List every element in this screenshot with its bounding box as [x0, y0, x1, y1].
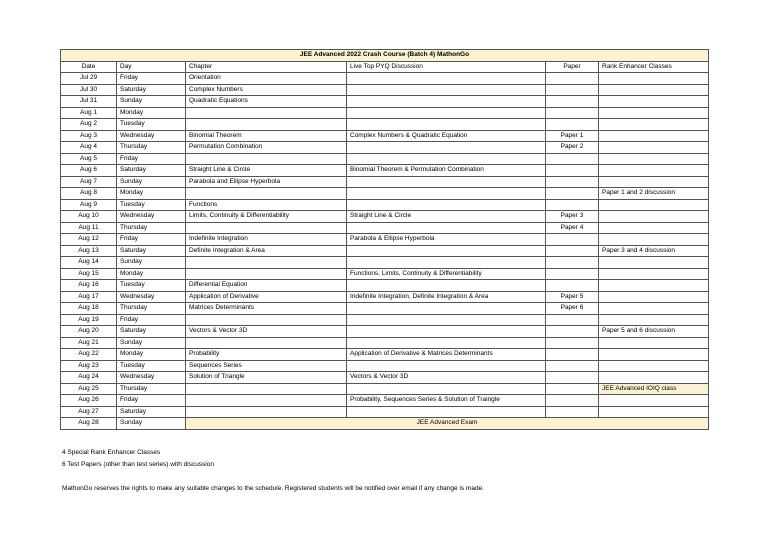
- cell-paper: [546, 73, 599, 85]
- cell-date: Aug 10: [61, 211, 117, 223]
- cell-day: Thursday: [117, 222, 186, 234]
- table-row: [61, 372, 709, 384]
- cell-paper: [546, 395, 599, 407]
- cell-pyq: [347, 303, 546, 315]
- cell-paper: Paper 6: [546, 303, 599, 315]
- cell-date: Aug 11: [61, 222, 117, 234]
- cell-chapter: Probability: [186, 349, 347, 361]
- cell-day: Thursday: [117, 303, 186, 315]
- cell-chapter: [186, 153, 347, 165]
- cell-date: Aug 4: [61, 142, 117, 154]
- title-row: [61, 50, 709, 62]
- schedule-title: JEE Advanced 2022 Crash Course (Batch 4) MathonGo: [61, 50, 709, 62]
- cell-paper: [546, 337, 599, 349]
- table-row: [61, 84, 709, 96]
- note-rank-classes: 4 Special Rank Enhancer Classes: [62, 449, 161, 456]
- table-row: [61, 176, 709, 188]
- cell-chapter: Differential Equation: [186, 280, 347, 292]
- table-row: [61, 280, 709, 292]
- cell-rank: [599, 199, 709, 211]
- table-row: [61, 234, 709, 246]
- cell-chapter: [186, 395, 347, 407]
- cell-rank: [599, 165, 709, 177]
- table-row: [61, 360, 709, 372]
- cell-day: Sunday: [117, 257, 186, 269]
- cell-chapter: Sequences Series: [186, 360, 347, 372]
- cell-day: Friday: [117, 153, 186, 165]
- cell-chapter: Parabola and Ellipse Hyperbola: [186, 176, 347, 188]
- cell-day: Tuesday: [117, 360, 186, 372]
- cell-paper: [546, 360, 599, 372]
- cell-paper: [546, 314, 599, 326]
- cell-pyq: [347, 176, 546, 188]
- header-pyq: Live Top PYQ Discussion: [347, 61, 546, 73]
- cell-day: Saturday: [117, 165, 186, 177]
- cell-day: Thursday: [117, 383, 186, 395]
- cell-date: Aug 5: [61, 153, 117, 165]
- cell-paper: [546, 268, 599, 280]
- header-day: Day: [117, 61, 186, 73]
- cell-pyq: [347, 406, 546, 418]
- cell-paper: [546, 280, 599, 292]
- cell-date: Aug 13: [61, 245, 117, 257]
- cell-chapter: [186, 406, 347, 418]
- cell-date: Aug 28: [61, 418, 117, 430]
- table-row: [61, 406, 709, 418]
- cell-rank: [599, 222, 709, 234]
- cell-pyq: Indefinite Integration, Definite Integration & Area: [347, 291, 546, 303]
- cell-date: Aug 12: [61, 234, 117, 246]
- cell-paper: [546, 257, 599, 269]
- cell-pyq: [347, 199, 546, 211]
- cell-pyq: [347, 96, 546, 108]
- cell-pyq: [347, 280, 546, 292]
- cell-day: Sunday: [117, 96, 186, 108]
- table-row: [61, 96, 709, 108]
- table-row: [61, 165, 709, 177]
- cell-rank: [599, 268, 709, 280]
- cell-day: Tuesday: [117, 119, 186, 131]
- cell-chapter: [186, 222, 347, 234]
- cell-pyq: [347, 153, 546, 165]
- cell-rank: [599, 257, 709, 269]
- cell-chapter: [186, 188, 347, 200]
- cell-date: Aug 1: [61, 107, 117, 119]
- cell-date: Jul 31: [61, 96, 117, 108]
- cell-rank: [599, 130, 709, 142]
- cell-date: Aug 22: [61, 349, 117, 361]
- cell-pyq: Probability, Sequences Series & Solution of Traingle: [347, 395, 546, 407]
- cell-rank: [599, 107, 709, 119]
- cell-pyq: Complex Numbers & Quadratic Equation: [347, 130, 546, 142]
- cell-rank: [599, 337, 709, 349]
- cell-paper: [546, 199, 599, 211]
- cell-day: Saturday: [117, 245, 186, 257]
- cell-chapter: [186, 107, 347, 119]
- cell-rank: [599, 372, 709, 384]
- table-row: [61, 395, 709, 407]
- header-paper: Paper: [546, 61, 599, 73]
- cell-chapter: Functions: [186, 199, 347, 211]
- cell-rank: [599, 303, 709, 315]
- cell-pyq: [347, 73, 546, 85]
- cell-chapter: Quadratic Equations: [186, 96, 347, 108]
- cell-rank: [599, 153, 709, 165]
- cell-date: Aug 23: [61, 360, 117, 372]
- cell-chapter: [186, 337, 347, 349]
- cell-paper: [546, 119, 599, 131]
- cell-rank: Paper 5 and 6 discussion: [599, 326, 709, 338]
- cell-day: Wednesday: [117, 372, 186, 384]
- cell-day: Tuesday: [117, 280, 186, 292]
- cell-pyq: [347, 245, 546, 257]
- cell-paper: Paper 2: [546, 142, 599, 154]
- table-row: [61, 314, 709, 326]
- cell-chapter: [186, 257, 347, 269]
- cell-day: Friday: [117, 73, 186, 85]
- table-row: [61, 291, 709, 303]
- table-row: [61, 326, 709, 338]
- cell-paper: [546, 326, 599, 338]
- cell-chapter: [186, 119, 347, 131]
- cell-day: Monday: [117, 349, 186, 361]
- cell-chapter: [186, 314, 347, 326]
- cell-date: Aug 3: [61, 130, 117, 142]
- cell-date: Jul 30: [61, 84, 117, 96]
- table-row: [61, 245, 709, 257]
- cell-date: Aug 8: [61, 188, 117, 200]
- cell-date: Aug 16: [61, 280, 117, 292]
- cell-chapter: Permutation Combination: [186, 142, 347, 154]
- cell-date: Aug 26: [61, 395, 117, 407]
- cell-date: Aug 14: [61, 257, 117, 269]
- cell-pyq: [347, 188, 546, 200]
- table-row: [61, 222, 709, 234]
- table-row: [61, 107, 709, 119]
- schedule-table: [60, 49, 709, 430]
- cell-day: Monday: [117, 268, 186, 280]
- cell-paper: [546, 153, 599, 165]
- cell-date: Aug 17: [61, 291, 117, 303]
- cell-rank: Paper 1 and 2 discussion: [599, 188, 709, 200]
- table-row: [61, 73, 709, 85]
- table-row: [61, 211, 709, 223]
- cell-pyq: [347, 222, 546, 234]
- cell-day: Thursday: [117, 142, 186, 154]
- cell-day: Friday: [117, 395, 186, 407]
- cell-chapter: Application of Derivative: [186, 291, 347, 303]
- cell-paper: Paper 4: [546, 222, 599, 234]
- note-disclaimer: MathonGo reserves the rights to make any suitable changes to the schedule. Registered students will be notified over email if any change is made.: [62, 485, 485, 492]
- cell-chapter: Limits, Continuity & Differentiability: [186, 211, 347, 223]
- cell-pyq: Straight Line & Circle: [347, 211, 546, 223]
- cell-date: Aug 18: [61, 303, 117, 315]
- cell-date: Aug 21: [61, 337, 117, 349]
- table-row: [61, 188, 709, 200]
- header-rank: Rank Enhancer Classes: [599, 61, 709, 73]
- cell-rank: [599, 280, 709, 292]
- table-row: [61, 142, 709, 154]
- cell-pyq: [347, 84, 546, 96]
- cell-rank: [599, 314, 709, 326]
- cell-paper: [546, 234, 599, 246]
- cell-day: Wednesday: [117, 130, 186, 142]
- cell-pyq: [347, 314, 546, 326]
- cell-day: Tuesday: [117, 199, 186, 211]
- header-date: Date: [61, 61, 117, 73]
- cell-date: Aug 7: [61, 176, 117, 188]
- cell-day: Wednesday: [117, 291, 186, 303]
- cell-rank: Paper 3 and 4 discussion: [599, 245, 709, 257]
- cell-day: Sunday: [117, 418, 186, 430]
- cell-date: Aug 6: [61, 165, 117, 177]
- cell-date: Aug 24: [61, 372, 117, 384]
- cell-pyq: [347, 337, 546, 349]
- cell-pyq: [347, 107, 546, 119]
- table-row: [61, 199, 709, 211]
- table-row: [61, 153, 709, 165]
- cell-day: Saturday: [117, 84, 186, 96]
- cell-rank: [599, 291, 709, 303]
- header-row: [61, 61, 709, 73]
- table-row: [61, 119, 709, 131]
- cell-chapter: Solution of Triangle: [186, 372, 347, 384]
- cell-day: Wednesday: [117, 211, 186, 223]
- cell-pyq: [347, 326, 546, 338]
- cell-rank: [599, 234, 709, 246]
- cell-day: Monday: [117, 107, 186, 119]
- cell-paper: [546, 165, 599, 177]
- cell-rank: [599, 176, 709, 188]
- header-chapter: Chapter: [186, 61, 347, 73]
- cell-paper: [546, 96, 599, 108]
- cell-pyq: [347, 360, 546, 372]
- cell-date: Aug 15: [61, 268, 117, 280]
- table-row: [61, 383, 709, 395]
- cell-day: Monday: [117, 188, 186, 200]
- cell-date: Aug 2: [61, 119, 117, 131]
- cell-rank: [599, 73, 709, 85]
- cell-date: Aug 20: [61, 326, 117, 338]
- note-test-papers: 6 Test Papers (other than test series) with discussion: [62, 461, 214, 468]
- cell-paper: Paper 5: [546, 291, 599, 303]
- cell-day: Saturday: [117, 406, 186, 418]
- cell-chapter: Definite Integration & Area: [186, 245, 347, 257]
- cell-pyq: [347, 142, 546, 154]
- cell-paper: [546, 107, 599, 119]
- table-row: [61, 349, 709, 361]
- cell-paper: [546, 349, 599, 361]
- cell-chapter: [186, 268, 347, 280]
- cell-day: Sunday: [117, 337, 186, 349]
- cell-pyq: Functions, Limits, Continuity & Differentiability: [347, 268, 546, 280]
- cell-date: Jul 29: [61, 73, 117, 85]
- cell-rank: [599, 406, 709, 418]
- cell-paper: [546, 383, 599, 395]
- cell-chapter: Orientation: [186, 73, 347, 85]
- cell-chapter: Indefinite Integration: [186, 234, 347, 246]
- cell-pyq: [347, 119, 546, 131]
- cell-date: Aug 27: [61, 406, 117, 418]
- table-row: [61, 130, 709, 142]
- cell-paper: [546, 245, 599, 257]
- table-row: [61, 268, 709, 280]
- table-row: [61, 418, 709, 430]
- cell-chapter: Matrices Determinants: [186, 303, 347, 315]
- cell-rank: [599, 395, 709, 407]
- cell-chapter: Binomial Theorem: [186, 130, 347, 142]
- cell-rank: [599, 349, 709, 361]
- cell-pyq: Binomial Theorem & Permutation Combination: [347, 165, 546, 177]
- table-row: [61, 337, 709, 349]
- cell-rank: [599, 84, 709, 96]
- cell-paper: Paper 1: [546, 130, 599, 142]
- cell-chapter: Vectors & Vector 3D: [186, 326, 347, 338]
- cell-rank: [599, 119, 709, 131]
- cell-paper: [546, 372, 599, 384]
- cell-paper: Paper 3: [546, 211, 599, 223]
- exam-label: JEE Advanced Exam: [186, 418, 709, 430]
- cell-pyq: [347, 257, 546, 269]
- cell-date: Aug 25: [61, 383, 117, 395]
- cell-chapter: Complex Numbers: [186, 84, 347, 96]
- cell-pyq: Parabola & Ellipse Hyperbola: [347, 234, 546, 246]
- cell-day: Friday: [117, 234, 186, 246]
- cell-pyq: [347, 383, 546, 395]
- table-row: [61, 257, 709, 269]
- cell-pyq: Application of Derivative & Matrices Determinants: [347, 349, 546, 361]
- cell-chapter: Straight Line & Circle: [186, 165, 347, 177]
- cell-day: Saturday: [117, 326, 186, 338]
- cell-date: Aug 9: [61, 199, 117, 211]
- cell-rank: [599, 211, 709, 223]
- cell-rank: [599, 96, 709, 108]
- cell-rank: JEE Advanced IOIQ class: [599, 383, 709, 395]
- cell-chapter: [186, 383, 347, 395]
- cell-paper: [546, 406, 599, 418]
- cell-paper: [546, 84, 599, 96]
- cell-day: Friday: [117, 314, 186, 326]
- cell-rank: [599, 360, 709, 372]
- cell-paper: [546, 188, 599, 200]
- cell-rank: [599, 142, 709, 154]
- cell-day: Sunday: [117, 176, 186, 188]
- cell-pyq: Vectors & Vector 3D: [347, 372, 546, 384]
- table-row: [61, 303, 709, 315]
- cell-paper: [546, 176, 599, 188]
- cell-date: Aug 19: [61, 314, 117, 326]
